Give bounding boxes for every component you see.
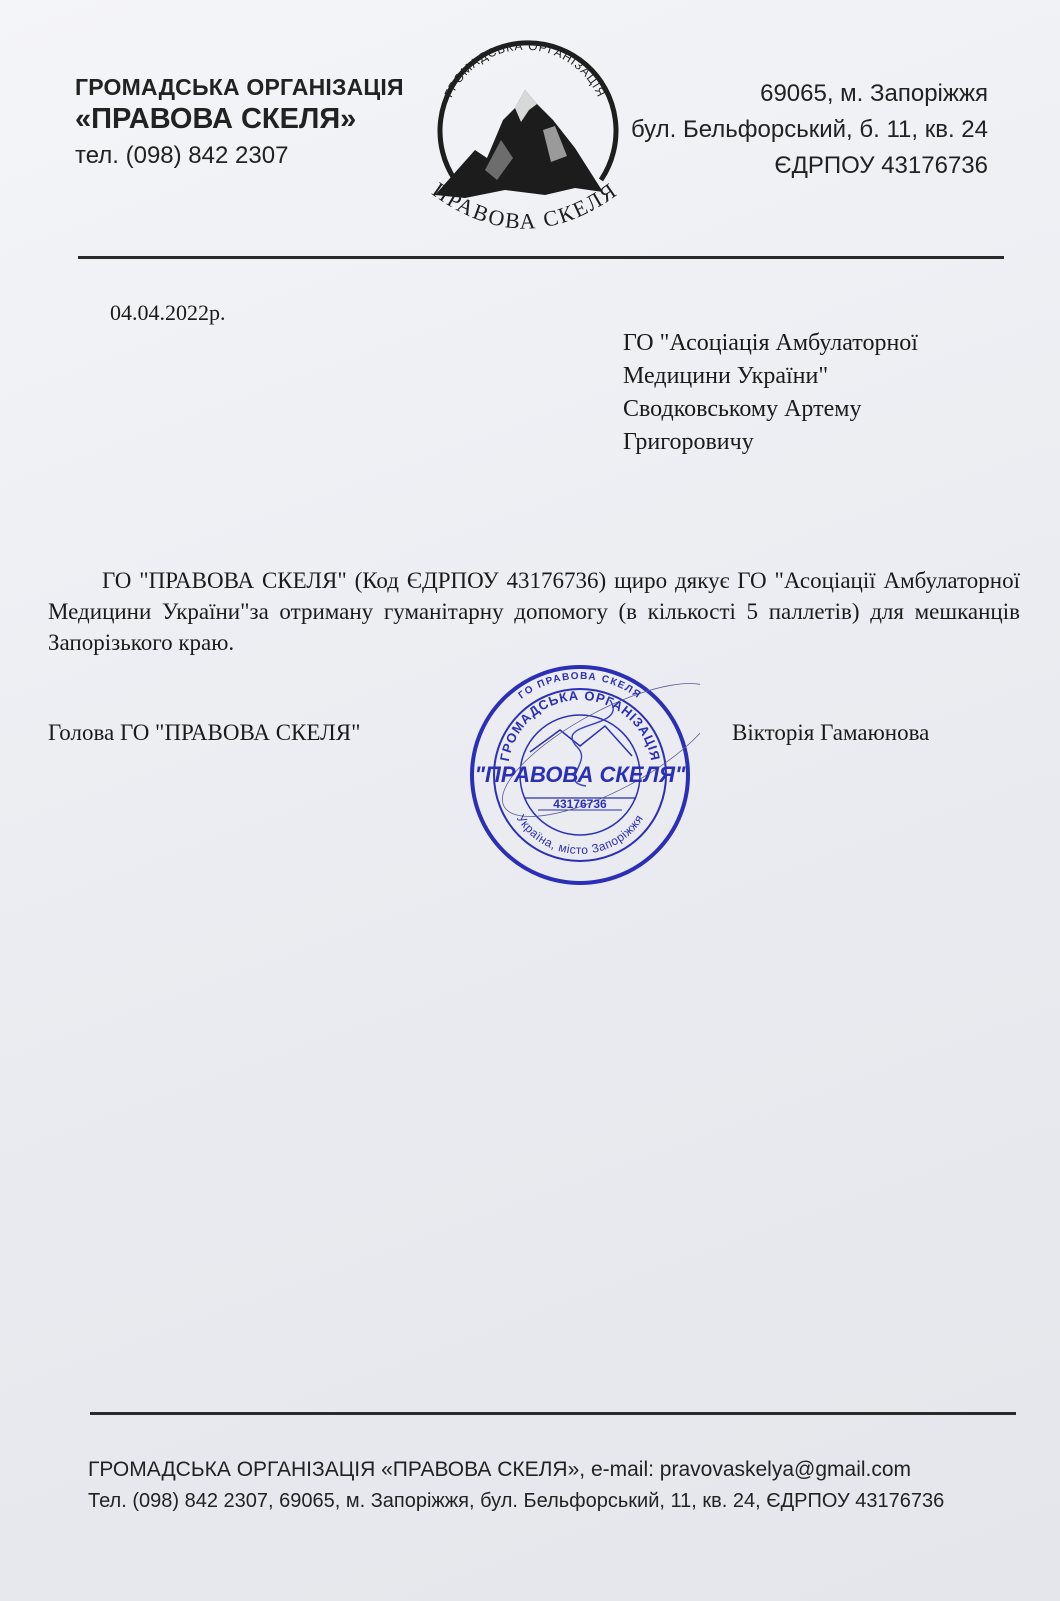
logo-top-text: ГРОМАДСЬКА ОРГАНІЗАЦІЯ [441, 38, 609, 100]
signer-name: Вікторія Гамаюнова [732, 720, 930, 745]
footer-line-1: ГРОМАДСЬКА ОРГАНІЗАЦІЯ «ПРАВОВА СКЕЛЯ», e-mail: pravovaskelya@gmail.com [88, 1458, 912, 1481]
addressee-line: Григоровичу [623, 429, 754, 455]
footer-line-2: Тел. (098) 842 2307, 69065, м. Запоріжжя, бул. Бельфорський, 11, кв. 24, ЄДРПОУ 43176736 [88, 1490, 945, 1512]
edrpou-code: ЄДРПОУ 43176736 [774, 152, 988, 179]
org-type: ГРОМАДСЬКА ОРГАНІЗАЦІЯ [75, 74, 404, 100]
letter-body: ГО "ПРАВОВА СКЕЛЯ" (Код ЄДРПОУ 43176736) щиро дякує ГО "Асоціації Амбулаторної Медицини України"за отриману гуманітарну допомогу (в кількості 5 паллетів) для мешканців Запорізького краю. [48, 568, 1020, 655]
stamp-arc-bottom: Україна, місто Запоріжжя [513, 811, 647, 858]
header-divider [78, 256, 1004, 259]
letterhead-org-block [75, 74, 404, 170]
address-line-1: 69065, м. Запоріжжя [760, 80, 988, 107]
letter-date: 04.04.2022р. [110, 300, 226, 325]
stamp-code: 43176736 [553, 797, 607, 811]
organization-stamp [460, 660, 700, 890]
org-name: «ПРАВОВА СКЕЛЯ» [75, 103, 357, 135]
org-phone: тел. (098) 842 2307 [75, 142, 289, 169]
addressee-line: Медицини України" [623, 363, 829, 389]
addressee-line: Сводковському Артему [623, 396, 862, 422]
letterhead-footer [88, 1458, 1018, 1513]
addressee-block [623, 327, 918, 459]
address-line-2: бул. Бельфорський, б. 11, кв. 24 [630, 116, 988, 143]
addressee-line: ГО "Асоціація Амбулаторної [623, 330, 918, 356]
stamp-center-text: "ПРАВОВА СКЕЛЯ" [474, 762, 686, 787]
mountain-logo [425, 30, 625, 252]
letterhead-address-block [631, 76, 988, 184]
footer-divider [90, 1412, 1016, 1415]
signer-role: Голова ГО "ПРАВОВА СКЕЛЯ" [48, 720, 361, 745]
logo-bottom-text: ПРАВОВА СКЕЛЯ [427, 177, 623, 234]
stamp-outer-text: ГО ПРАВОВА СКЕЛЯ [516, 670, 644, 702]
stamp-arc-top: ГРОМАДСЬКА ОРГАНІЗАЦІЯ [496, 687, 664, 763]
